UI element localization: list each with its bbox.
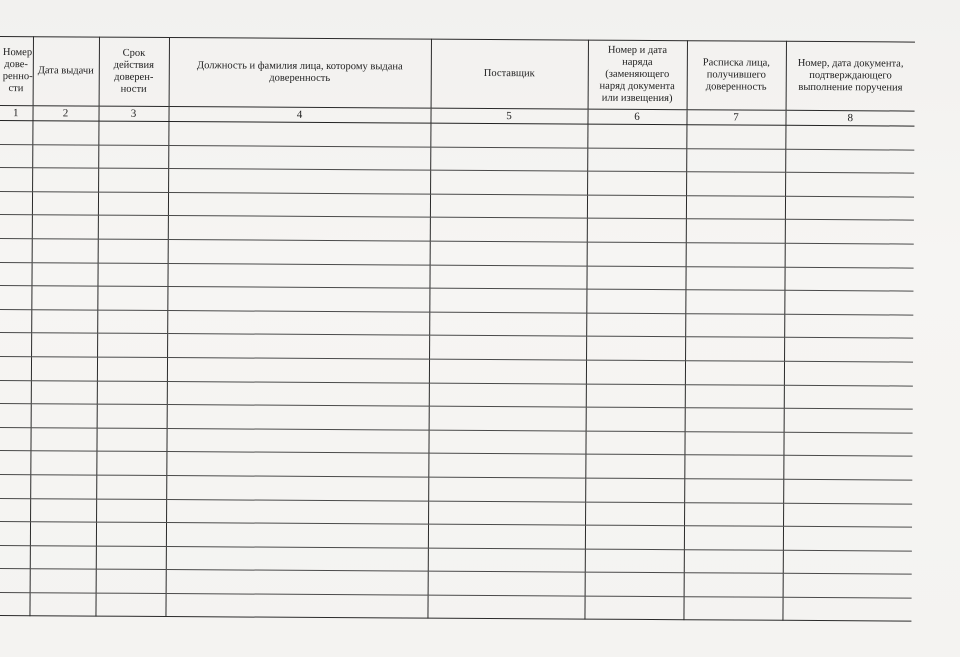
table-cell[interactable] xyxy=(96,475,166,499)
table-cell[interactable] xyxy=(587,218,686,242)
table-cell[interactable] xyxy=(586,313,685,337)
table-cell[interactable] xyxy=(430,194,587,219)
table-cell[interactable] xyxy=(586,384,685,408)
table-cell[interactable] xyxy=(429,335,586,360)
table-cell[interactable] xyxy=(0,498,30,522)
table-cell[interactable] xyxy=(685,337,784,361)
table-cell[interactable] xyxy=(166,546,428,571)
table-cell[interactable] xyxy=(0,404,31,428)
register-body xyxy=(0,120,914,621)
table-cell[interactable] xyxy=(685,361,784,385)
table-cell[interactable] xyxy=(585,431,684,455)
column-number: 4 xyxy=(168,107,430,124)
table-cell[interactable] xyxy=(97,404,167,428)
table-cell[interactable] xyxy=(0,380,31,404)
table-cell[interactable] xyxy=(29,593,95,617)
table-cell[interactable] xyxy=(168,122,430,147)
table-cell[interactable] xyxy=(784,361,913,385)
column-number: 3 xyxy=(98,106,168,121)
table-cell[interactable] xyxy=(166,523,428,548)
table-cell[interactable] xyxy=(168,239,430,264)
table-cell[interactable] xyxy=(430,170,587,195)
table-cell[interactable] xyxy=(685,408,784,432)
table-cell[interactable] xyxy=(168,169,430,194)
table-cell[interactable] xyxy=(30,545,96,569)
column-header-receipt-signature xyxy=(687,41,786,111)
table-cell[interactable] xyxy=(783,503,912,527)
table-cell[interactable] xyxy=(785,125,914,149)
table-cell[interactable] xyxy=(0,309,31,333)
table-cell[interactable] xyxy=(686,219,785,243)
table-cell[interactable] xyxy=(784,290,913,314)
table-cell[interactable] xyxy=(783,526,912,550)
column-number: 7 xyxy=(686,110,785,126)
table-cell[interactable] xyxy=(685,266,784,290)
column-header-issue-date xyxy=(33,37,99,106)
table-cell[interactable] xyxy=(97,381,167,405)
table-cell[interactable] xyxy=(585,454,684,478)
table-cell[interactable] xyxy=(0,569,30,593)
table-cell[interactable] xyxy=(32,144,98,168)
table-cell[interactable] xyxy=(0,144,32,168)
table-cell[interactable] xyxy=(167,405,429,430)
table-cell[interactable] xyxy=(96,451,166,475)
table-cell[interactable] xyxy=(0,262,32,286)
column-header-label: Дата выдачи xyxy=(37,65,94,77)
table-cell[interactable] xyxy=(684,431,783,455)
column-header-confirming-document xyxy=(786,41,915,111)
table-cell[interactable] xyxy=(429,359,586,384)
table-cell[interactable] xyxy=(168,216,430,241)
table-cell[interactable] xyxy=(0,168,32,192)
column-number: 2 xyxy=(32,106,98,121)
table-cell[interactable] xyxy=(95,593,165,617)
table-cell[interactable] xyxy=(97,286,167,310)
table-cell[interactable] xyxy=(0,286,31,310)
table-cell[interactable] xyxy=(785,196,914,220)
table-cell[interactable] xyxy=(586,289,685,313)
column-header-attorney-number xyxy=(0,36,33,105)
table-cell[interactable] xyxy=(30,569,96,593)
table-cell[interactable] xyxy=(684,573,783,597)
table-cell[interactable] xyxy=(429,265,586,290)
table-cell[interactable] xyxy=(0,120,32,144)
table-cell[interactable] xyxy=(428,430,585,455)
table-cell[interactable] xyxy=(31,262,97,286)
table-cell[interactable] xyxy=(30,498,96,522)
table-cell[interactable] xyxy=(686,195,785,219)
table-cell[interactable] xyxy=(586,407,685,431)
table-cell[interactable] xyxy=(785,243,914,267)
table-cell[interactable] xyxy=(166,570,428,595)
table-cell[interactable] xyxy=(428,501,585,526)
table-cell[interactable] xyxy=(32,121,98,145)
table-cell[interactable] xyxy=(685,313,784,337)
table-cell[interactable] xyxy=(31,357,97,381)
table-cell[interactable] xyxy=(427,595,584,620)
table-cell[interactable] xyxy=(96,522,166,546)
column-number: 1 xyxy=(0,105,33,120)
table-cell[interactable] xyxy=(0,333,31,357)
table-cell[interactable] xyxy=(784,314,913,338)
table-cell[interactable] xyxy=(32,191,98,215)
table-cell[interactable] xyxy=(585,572,684,596)
table-cell[interactable] xyxy=(785,149,914,173)
column-header-label: Поставщик xyxy=(483,67,535,80)
table-cell[interactable] xyxy=(429,406,586,431)
table-cell[interactable] xyxy=(587,242,686,266)
column-header-supplier xyxy=(431,39,588,109)
table-cell[interactable] xyxy=(98,215,168,239)
table-cell[interactable] xyxy=(586,266,685,290)
table-cell[interactable] xyxy=(784,267,913,291)
table-cell[interactable] xyxy=(30,522,96,546)
table-cell[interactable] xyxy=(428,477,585,502)
table-cell[interactable] xyxy=(685,384,784,408)
table-cell[interactable] xyxy=(585,502,684,526)
table-cell[interactable] xyxy=(98,192,168,216)
power-of-attorney-register-table xyxy=(0,36,915,622)
table-cell[interactable] xyxy=(783,479,912,503)
table-cell[interactable] xyxy=(585,525,684,549)
table-cell[interactable] xyxy=(98,121,168,145)
column-header-label: Номер дове-реннo-сти xyxy=(2,47,33,95)
column-header-label: Расписка лица, получившего доверенность xyxy=(702,57,770,93)
table-cell[interactable] xyxy=(0,238,32,262)
table-cell[interactable] xyxy=(98,168,168,192)
table-cell[interactable] xyxy=(684,479,783,503)
table-cell[interactable] xyxy=(684,526,783,550)
table-cell[interactable] xyxy=(584,596,683,620)
table-cell[interactable] xyxy=(586,336,685,360)
table-cell[interactable] xyxy=(587,195,686,219)
table-cell[interactable] xyxy=(429,383,586,408)
table-cell[interactable] xyxy=(97,310,167,334)
table-cell[interactable] xyxy=(0,592,30,616)
table-cell[interactable] xyxy=(166,499,428,524)
table-cell[interactable] xyxy=(165,593,427,618)
table-cell[interactable] xyxy=(587,124,686,148)
table-cell[interactable] xyxy=(30,451,96,475)
table-cell[interactable] xyxy=(585,478,684,502)
column-header-validity-period xyxy=(99,37,169,106)
table-cell[interactable] xyxy=(97,357,167,381)
table-cell[interactable] xyxy=(0,215,32,239)
table-cell[interactable] xyxy=(96,546,166,570)
table-cell[interactable] xyxy=(97,263,167,287)
table-cell[interactable] xyxy=(784,338,913,362)
column-number: 8 xyxy=(785,110,914,126)
table-cell[interactable] xyxy=(428,548,585,573)
table-cell[interactable] xyxy=(30,427,96,451)
table-cell[interactable] xyxy=(167,381,429,406)
table-cell[interactable] xyxy=(430,241,587,266)
table-cell[interactable] xyxy=(0,451,30,475)
table-cell[interactable] xyxy=(684,549,783,573)
column-header-order-number-date xyxy=(588,40,687,110)
table-cell[interactable] xyxy=(166,452,428,477)
table-cell[interactable] xyxy=(168,145,430,170)
table-cell[interactable] xyxy=(96,499,166,523)
table-cell[interactable] xyxy=(782,597,911,621)
table-cell[interactable] xyxy=(167,334,429,359)
table-cell[interactable] xyxy=(684,455,783,479)
table-cell[interactable] xyxy=(784,385,913,409)
table-cell[interactable] xyxy=(430,218,587,243)
table-cell[interactable] xyxy=(587,171,686,195)
column-number: 6 xyxy=(587,109,686,125)
table-cell[interactable] xyxy=(430,123,587,148)
table-cell[interactable] xyxy=(96,428,166,452)
column-header-label: Срок действия доверен-ности xyxy=(113,47,154,95)
table-cell[interactable] xyxy=(31,404,97,428)
table-cell[interactable] xyxy=(167,287,429,312)
table-cell[interactable] xyxy=(783,550,912,574)
table-cell[interactable] xyxy=(31,380,97,404)
column-number: 5 xyxy=(430,108,587,124)
table-cell[interactable] xyxy=(783,432,912,456)
table-cell[interactable] xyxy=(686,125,785,149)
table-cell[interactable] xyxy=(686,172,785,196)
table-cell[interactable] xyxy=(166,475,428,500)
table-cell[interactable] xyxy=(167,310,429,335)
table-cell[interactable] xyxy=(685,290,784,314)
table-cell[interactable] xyxy=(0,191,32,215)
table-cell[interactable] xyxy=(31,309,97,333)
table-cell[interactable] xyxy=(428,571,585,596)
table-cell[interactable] xyxy=(98,239,168,263)
table-cell[interactable] xyxy=(32,168,98,192)
table-cell[interactable] xyxy=(0,545,30,569)
table-cell[interactable] xyxy=(586,360,685,384)
table-cell[interactable] xyxy=(0,356,31,380)
table-cell[interactable] xyxy=(785,220,914,244)
table-cell[interactable] xyxy=(585,549,684,573)
table-cell[interactable] xyxy=(686,243,785,267)
column-header-label: Номер, дата документа, подтверждающего выполнение поручения xyxy=(797,57,904,94)
register-sheet xyxy=(0,36,915,622)
table-cell[interactable] xyxy=(97,333,167,357)
table-cell[interactable] xyxy=(587,148,686,172)
table-cell[interactable] xyxy=(167,357,429,382)
table-cell[interactable] xyxy=(785,172,914,196)
table-cell[interactable] xyxy=(166,428,428,453)
table-cell[interactable] xyxy=(429,288,586,313)
column-header-position-and-name xyxy=(169,38,431,109)
table-cell[interactable] xyxy=(98,145,168,169)
table-cell[interactable] xyxy=(783,456,912,480)
table-cell[interactable] xyxy=(0,522,30,546)
table-cell[interactable] xyxy=(784,408,913,432)
table-cell[interactable] xyxy=(428,453,585,478)
table-cell[interactable] xyxy=(0,474,30,498)
table-cell[interactable] xyxy=(428,524,585,549)
column-header-label: Должность и фамилия лица, которому выдана доверенность xyxy=(196,60,403,85)
table-cell[interactable] xyxy=(684,502,783,526)
table-cell[interactable] xyxy=(32,239,98,263)
table-cell[interactable] xyxy=(30,475,96,499)
header-row xyxy=(0,36,915,111)
table-cell[interactable] xyxy=(683,597,782,621)
table-cell[interactable] xyxy=(686,148,785,172)
table-cell[interactable] xyxy=(167,263,429,288)
table-cell[interactable] xyxy=(0,427,31,451)
table-cell[interactable] xyxy=(32,215,98,239)
table-row xyxy=(0,592,912,621)
table-cell[interactable] xyxy=(783,574,912,598)
table-cell[interactable] xyxy=(429,312,586,337)
table-cell[interactable] xyxy=(168,192,430,217)
table-cell[interactable] xyxy=(430,147,587,172)
table-cell[interactable] xyxy=(96,569,166,593)
column-header-label: Номер и дата наряда (заменяющего наряд документа или извещения) xyxy=(599,44,675,105)
table-cell[interactable] xyxy=(31,333,97,357)
table-cell[interactable] xyxy=(31,286,97,310)
